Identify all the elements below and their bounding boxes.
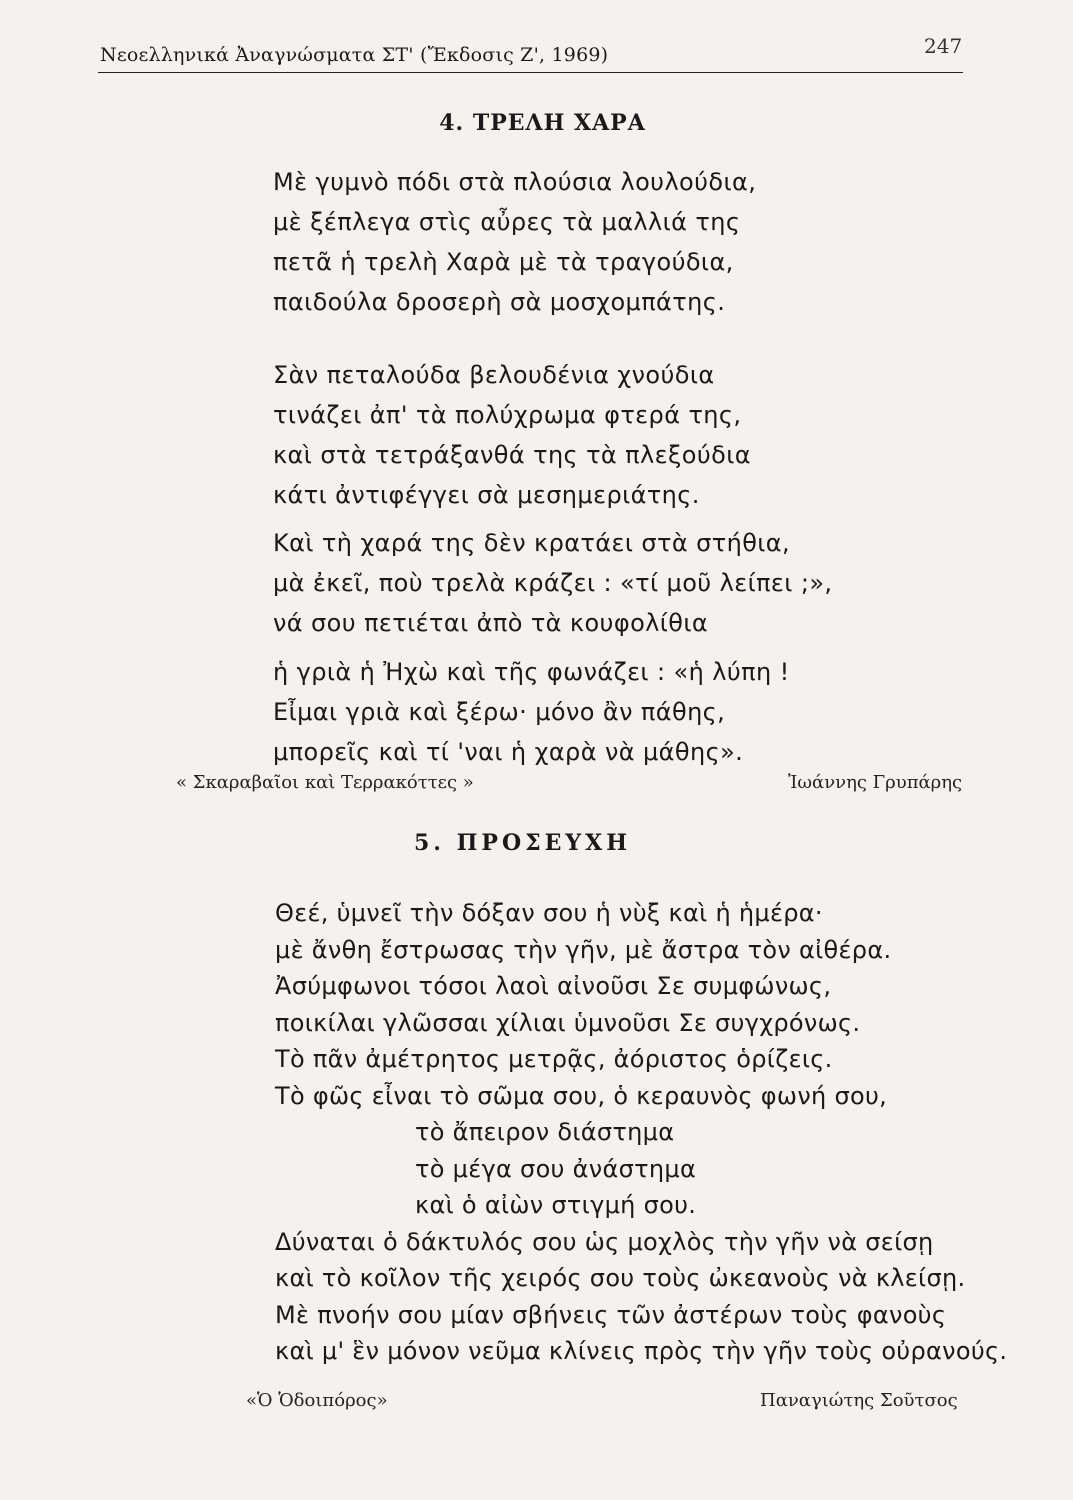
poem2-source: «Ὁ Ὁδοιπόρος»: [246, 1390, 388, 1411]
verse-line: Δύναται ὁ δάκτυλός σου ὡς μοχλὸς τὴν γῆν νὰ σείσῃ: [275, 1227, 934, 1256]
header-title: Νεοελληνικά Ἀναγνώσματα ΣΤ' (Ἔκδοσις Ζ', 1969): [100, 44, 609, 66]
verse-line: κάτι ἀντιφέγγει σὰ μεσημεριάτης.: [273, 481, 700, 509]
stanza-2: [273, 355, 751, 515]
poem-title-trelh-xara: 4. ΤΡΕΛΗ ΧΑΡΑ: [439, 110, 646, 136]
verse-line-indented: τὸ μέγα σου ἀνάστημα: [415, 1154, 697, 1183]
verse-line-indented: καὶ ὁ αἰὼν στιγμή σου.: [415, 1191, 697, 1219]
verse-line: παιδούλα δροσερὴ σὰ μοσχομπάτης.: [273, 288, 726, 316]
verse-line-indented: τὸ ἄπειρον διάστημα: [415, 1118, 675, 1146]
header-rule: [98, 72, 963, 73]
page-number: 247: [924, 34, 963, 58]
poem1-author: Ἰωάννης Γρυπάρης: [788, 772, 963, 793]
verse-line: καὶ μ' ἓν μόνον νεῦμα κλίνεις πρὸς τὴν γῆν τοὺς οὐρανούς.: [275, 1337, 1008, 1365]
verse-line: μὰ ἐκεῖ, ποὺ τρελὰ κράζει : «τί μοῦ λείπει ;»,: [273, 569, 833, 597]
verse-line: Θεέ, ὑμνεῖ τὴν δόξαν σου ἡ νὺξ καὶ ἡ ἡμέρα·: [275, 899, 823, 927]
verse-line: Μὲ γυμνὸ πόδι στὰ πλούσια λουλούδια,: [273, 168, 757, 196]
stanza-1: [273, 162, 756, 322]
verse-line: Σὰν πεταλούδα βελουδένια χνούδια: [273, 361, 715, 389]
stanza-3: [273, 523, 832, 643]
verse-line: ἡ γριὰ ἡ Ἠχὼ καὶ τῆς φωνάζει : «ἡ λύπη !: [273, 658, 790, 686]
verse-line: τινάζει ἀπ' τὰ πολύχρωμα φτερά της,: [273, 401, 742, 429]
poem-title-proseuxh: 5. ΠΡΟΣΕΥΧΗ: [414, 830, 631, 856]
verse-line: Καὶ τὴ χαρά της δὲν κρατάει στὰ στήθια,: [273, 529, 791, 557]
poem1-source: « Σκαραβαῖοι καὶ Τερρακόττες »: [176, 772, 474, 793]
verse-line: καὶ στὰ τετράξανθά της τὰ πλεξούδια: [273, 441, 751, 469]
verse-line: καὶ τὸ κοῖλον τῆς χειρός σου τοὺς ὠκεανοὺς νὰ κλείσῃ.: [275, 1264, 966, 1292]
stanza-4: [273, 652, 790, 772]
verse-line: Μὲ πνοήν σου μίαν σβήνεις τῶν ἀστέρων τοὺς φανοὺς: [275, 1300, 947, 1329]
verse-line: μὲ ἄνθη ἔστρωσας τὴν γῆν, μὲ ἄστρα τὸν αἰθέρα.: [275, 935, 892, 964]
verse-line: πετᾶ ἡ τρελὴ Χαρὰ μὲ τὰ τραγούδια,: [273, 248, 734, 276]
prayer-stanza: [275, 895, 1007, 1370]
verse-line: Εἶμαι γριὰ καὶ ξέρω· μόνο ἂν πάθης,: [273, 698, 726, 726]
poem2-author: Παναγιώτης Σοῦτσος: [760, 1390, 958, 1411]
verse-line: μπορεῖς καὶ τί 'ναι ἡ χαρὰ νὰ μάθης».: [273, 738, 744, 766]
verse-line: νά σου πετιέται ἀπὸ τὰ κουφολίθια: [273, 609, 709, 637]
verse-line: Ἀσύμφωνοι τόσοι λαοὶ αἰνοῦσι Σε συμφώνως,: [275, 972, 832, 1000]
verse-line: Τὸ πᾶν ἀμέτρητος μετρᾷς, ἀόριστος ὁρίζεις.: [275, 1045, 833, 1073]
verse-line: μὲ ξέπλεγα στὶς αὖρες τὰ μαλλιά της: [273, 208, 741, 236]
verse-line: Τὸ φῶς εἶναι τὸ σῶμα σου, ὁ κεραυνὸς φωνή σου,: [275, 1081, 888, 1110]
verse-line: ποικίλαι γλῶσσαι χίλιαι ὑμνοῦσι Σε συγχρόνως.: [275, 1008, 861, 1037]
